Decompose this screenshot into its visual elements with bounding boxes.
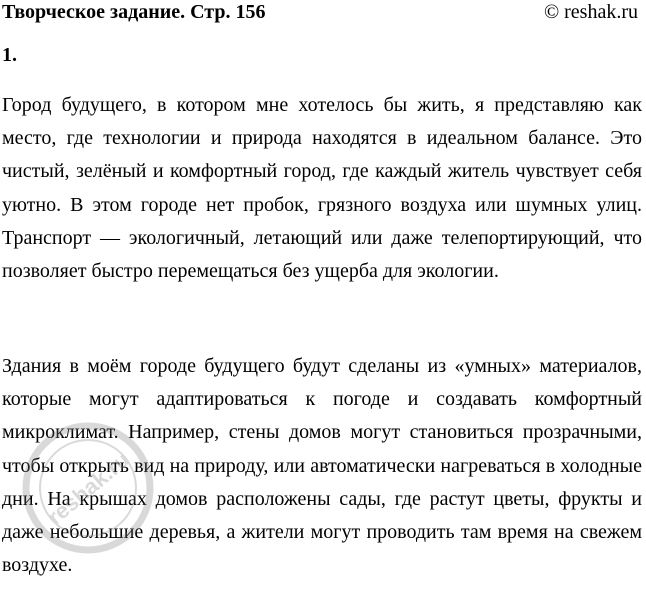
watermark-text: reshak.ru bbox=[42, 446, 135, 530]
source-credit: © reshak.ru bbox=[543, 1, 638, 23]
paragraph-1: Город будущего, в котором мне хотелось бы жить, я представляю как место, где технологии и природа находятся в идеальном балансе. Это чистый, зелёный и комфортный город, где каждый житель чувствует себя уютно. В этом городе нет пробок, грязного воздуха или шумных улиц. Транспорт — экологичный, летающий или даже телепортирующий, что позволяет быстро перемещаться без ущерба для экологии. bbox=[2, 94, 642, 283]
page-title: Творческое задание. Стр. 156 bbox=[2, 1, 266, 23]
paragraph-2: Здания в моём городе будущего будут сделаны из «умных» материалов, которые могут адаптироваться к погоде и создавать комфортный микроклимат. Например, стены домов могут становиться прозрачными, чтобы открыть вид на природу, или автоматически нагреваться в холодные дни. На крышах домов расположены сады, где растут цветы, фрукты и даже небольшие деревья, а жители могут проводить там время на свежем воздухе. bbox=[2, 355, 642, 577]
page-header bbox=[0, 0, 642, 26]
task-number: 1. bbox=[2, 44, 17, 66]
